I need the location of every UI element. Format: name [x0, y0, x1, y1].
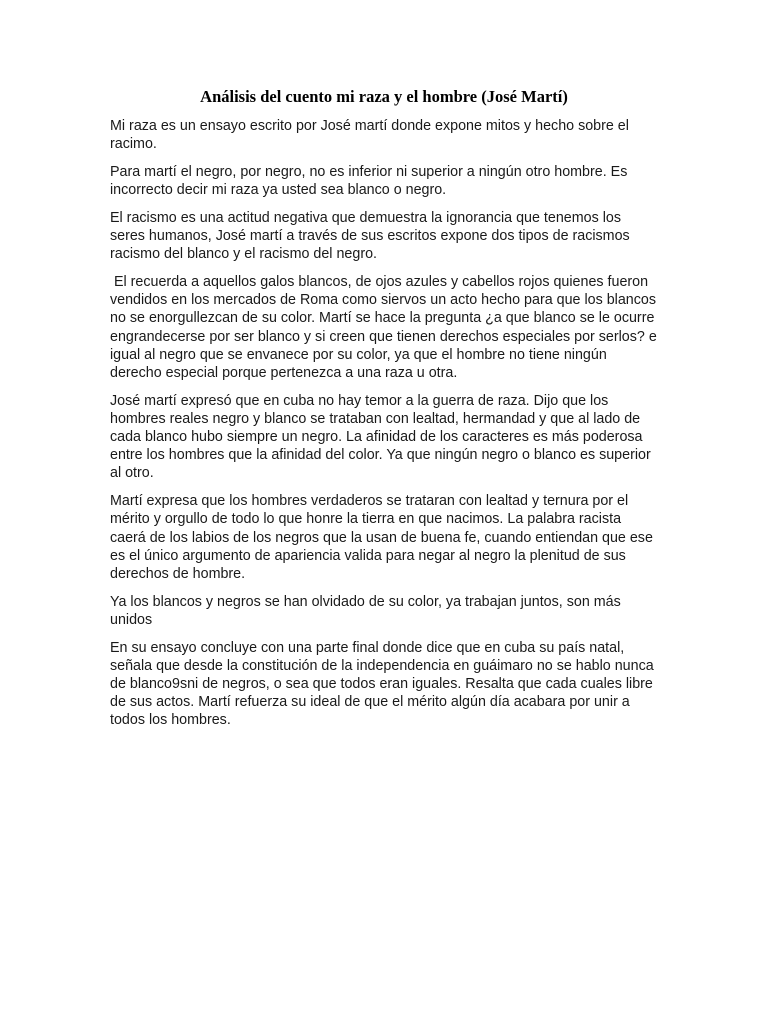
paragraph: Ya los blancos y negros se han olvidado de su color, ya trabajan juntos, son más unidos	[110, 593, 625, 628]
document-title: Análisis del cuento mi raza y el hombre (José Martí)	[200, 87, 568, 106]
document-body	[110, 117, 661, 739]
paragraph: El recuerda a aquellos galos blancos, de ojos azules y cabellos rojos quienes fueron vendidos en los mercados de Roma como siervos un acto hecho para que los blancos no se enorgullezcan de su color. Martí se hace la pregunta ¿a que blanco se le ocurre engrandecerse por ser blanco y si creen que tienen derechos especiales por serlos? e igual al negro que se envanece por su color, ya que el hombre no tiene ningún derecho especial porque pertenezca a una raza u otra.	[110, 273, 661, 381]
paragraph: El racismo es una actitud negativa que demuestra la ignorancia que tenemos los seres humanos, José martí a través de sus escritos expone dos tipos de racismos racismo del blanco y el racismo del negro.	[110, 209, 634, 263]
paragraph: En su ensayo concluye con una parte final donde dice que en cuba su país natal, señala que desde la constitución de la independencia en guáimaro no se hablo nunca de blanco9sni de negros, o sea que todos eran iguales. Resalta que cada cuales libre de sus actos. Martí refuerza su ideal de que el mérito algún día acabara por unir a todos los hombres.	[110, 639, 658, 729]
paragraph: Para martí el negro, por negro, no es inferior ni superior a ningún otro hombre. Es incorrecto decir mi raza ya usted sea blanco o negro.	[110, 163, 632, 199]
paragraph: José martí expresó que en cuba no hay temor a la guerra de raza. Dijo que los hombres reales negro y blanco se trataban con lealtad, hermandad y que al lado de cada blanco hubo siempre un negro. La afinidad de los caracteres es más poderosa entre los hombres que la afinidad del color. Ya que ningún negro o blanco es superior al otro.	[110, 392, 655, 482]
paragraph: Martí expresa que los hombres verdaderos se trataran con lealtad y ternura por el mérito y orgullo de todo lo que honre la tierra en que nacimos. La palabra racista caerá de los labios de los negros que la usan de buena fe, cuando entiendan que ese es el único argumento de apariencia valida para negar al negro la plenitud de sus derechos de hombre.	[110, 493, 657, 582]
paragraph: Mi raza es un ensayo escrito por José martí donde expone mitos y hecho sobre el racimo.	[110, 118, 633, 153]
